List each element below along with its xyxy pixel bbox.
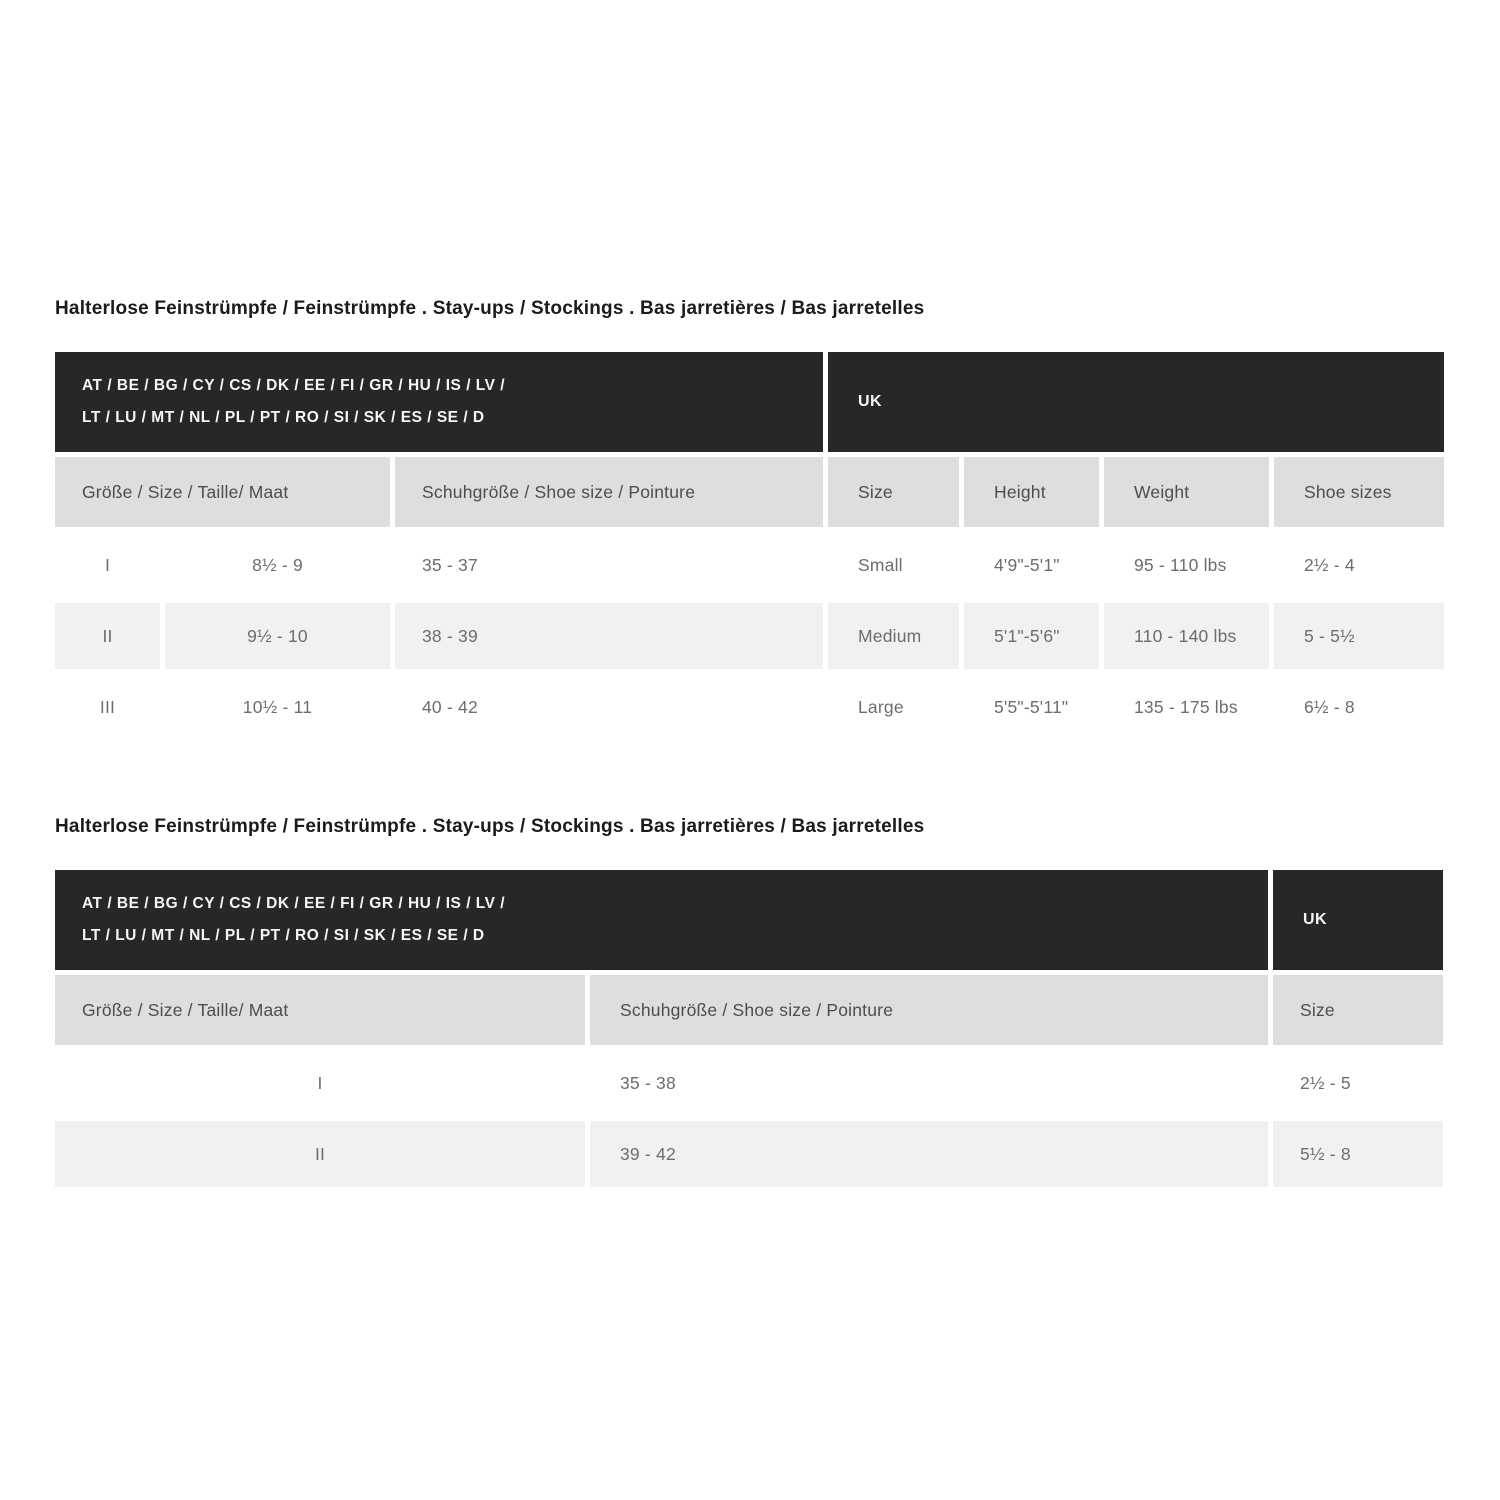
section1-title: Halterlose Feinstrümpfe / Feinstrümpfe . Stay-ups / Stockings . Bas jarretières / Bas jarretelles xyxy=(55,298,925,319)
eu-countries-line1: AT / BE / BG / CY / CS / DK / EE / FI / GR / HU / IS / LV / xyxy=(82,895,506,912)
size-range-cell: 9½ - 10 xyxy=(165,603,390,669)
size-cell: I xyxy=(317,1072,323,1093)
uk-weight-cell: 95 - 110 lbs xyxy=(1134,554,1227,575)
col-header-uk-weight: Weight xyxy=(1104,457,1269,527)
eu-countries-line2: LT / LU / MT / NL / PL / PT / RO / SI / SK / ES / SE / D xyxy=(82,927,485,944)
col-header-uk-shoe-sizes: Shoe sizes xyxy=(1274,457,1444,527)
size-range-cell: 10½ - 11 xyxy=(242,696,313,717)
eu-countries-line1: AT / BE / BG / CY / CS / DK / EE / FI / GR / HU / IS / LV / xyxy=(82,377,506,394)
col-header-size-group: Größe / Size / Taille/ Maat xyxy=(55,975,585,1045)
shoe-size-cell: 40 - 42 xyxy=(422,696,478,717)
col-header-uk-size: Size xyxy=(828,457,959,527)
size-table-eu-uk-simple xyxy=(55,870,1444,1187)
size-cell: I xyxy=(104,554,111,575)
region-bar-uk xyxy=(828,352,1444,452)
col-header-uk-size: Size xyxy=(1273,975,1443,1045)
uk-shoe-sizes-cell: 2½ - 4 xyxy=(1304,554,1355,575)
region-bar-eu xyxy=(55,870,1268,970)
size-cell: II xyxy=(55,603,160,669)
section2-title: Halterlose Feinstrümpfe / Feinstrümpfe . Stay-ups / Stockings . Bas jarretières / Bas jarretelles xyxy=(55,816,925,837)
size-cell: II xyxy=(55,1121,585,1187)
uk-size-cell: Medium xyxy=(828,603,959,669)
eu-countries-line2: LT / LU / MT / NL / PL / PT / RO / SI / SK / ES / SE / D xyxy=(82,409,485,426)
uk-shoe-sizes-cell: 5½ - 8 xyxy=(1273,1121,1443,1187)
uk-label: UK xyxy=(858,393,883,410)
shoe-size-cell: 39 - 42 xyxy=(590,1121,1268,1187)
size-range-cell: 8½ - 9 xyxy=(252,554,303,575)
uk-shoe-sizes-cell: 6½ - 8 xyxy=(1304,696,1355,717)
uk-height-cell: 5'5"-5'11" xyxy=(994,696,1069,717)
uk-shoe-sizes-cell: 2½ - 5 xyxy=(1300,1072,1351,1093)
col-header-shoe-size: Schuhgröße / Shoe size / Pointure xyxy=(395,457,823,527)
shoe-size-cell: 35 - 38 xyxy=(620,1072,676,1093)
region-bar-uk xyxy=(1273,870,1443,970)
col-header-size-group: Größe / Size / Taille/ Maat xyxy=(55,457,390,527)
uk-height-cell: 5'1"-5'6" xyxy=(964,603,1099,669)
col-header-shoe-size: Schuhgröße / Shoe size / Pointure xyxy=(590,975,1268,1045)
size-table-eu-uk xyxy=(55,352,1444,740)
uk-weight-cell: 110 - 140 lbs xyxy=(1104,603,1269,669)
uk-size-cell: Large xyxy=(858,696,904,717)
uk-label: UK xyxy=(1303,911,1328,928)
uk-height-cell: 4'9"-5'1" xyxy=(994,554,1060,575)
region-bar-eu xyxy=(55,352,823,452)
uk-shoe-sizes-cell: 5 - 5½ xyxy=(1274,603,1444,669)
shoe-size-cell: 38 - 39 xyxy=(395,603,823,669)
uk-size-cell: Small xyxy=(858,554,903,575)
size-cell: III xyxy=(99,696,116,717)
uk-weight-cell: 135 - 175 lbs xyxy=(1134,696,1238,717)
col-header-uk-height: Height xyxy=(964,457,1099,527)
shoe-size-cell: 35 - 37 xyxy=(422,554,478,575)
